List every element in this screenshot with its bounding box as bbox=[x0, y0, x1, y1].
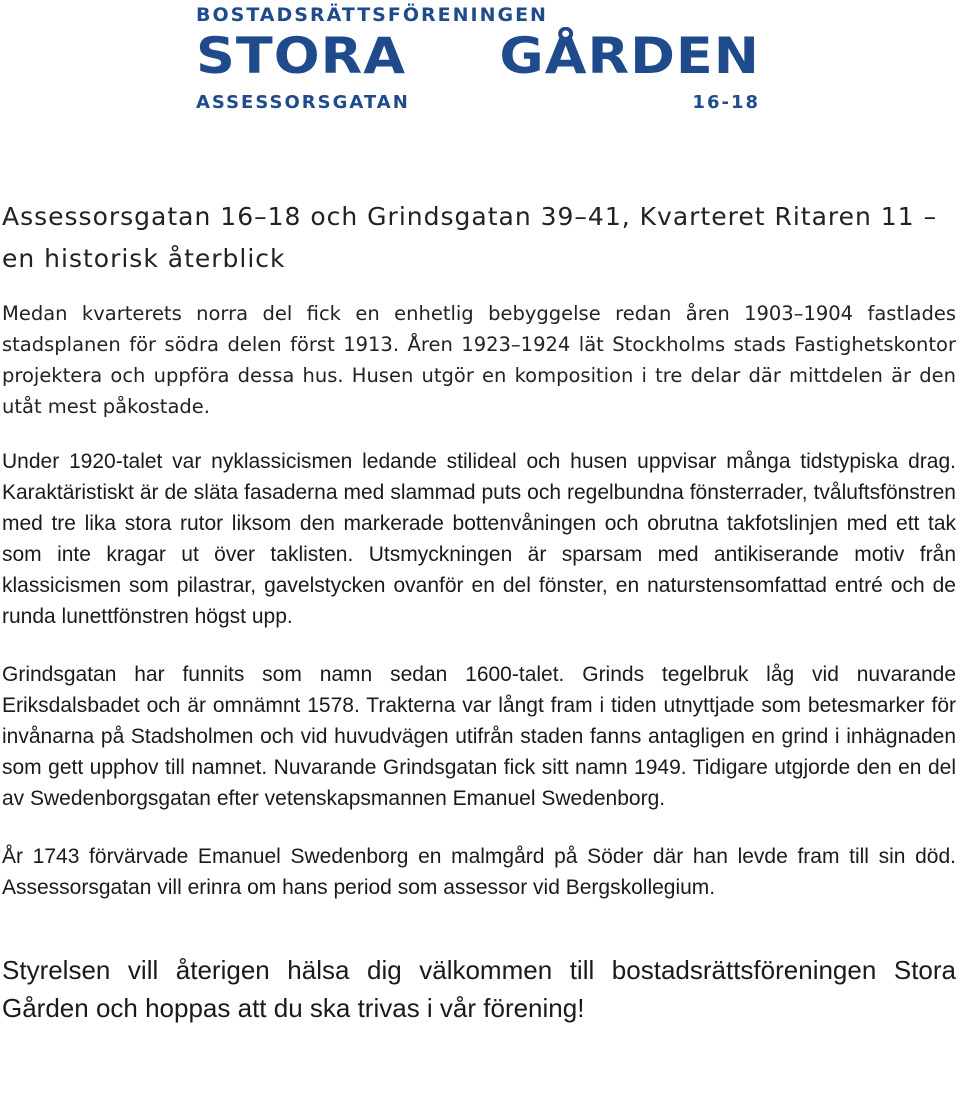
paragraph-neoclassicism: Under 1920-talet var nyklassicismen ledande stilideal och husen uppvisar många tidstypiska drag. Karaktäristiskt är de släta fasaderna med slammad puts och regelbundna fönsterrader, tvåluftsfönstren med tre lika stora rutor liksom den markerade bottenvåningen och obrutna takfotslinjen med ett tak som inte kragar ut över taklisten. Utsmyckningen är sparsam med antikiserande motiv från klassicismen som pilastrar, gavelstycken ovanför en del fönster, en naturstensomfattad entré och de runda lunettfönstren högst upp. bbox=[2, 450, 956, 628]
closing-welcome: Styrelsen vill återigen hälsa dig välkommen till bostadsrättsföreningen Stora Gården och hoppas att du ska trivas i vår förening! bbox=[2, 955, 956, 1023]
document-title: Assessorsgatan 16–18 och Grindsgatan 39–41, Kvarteret Ritaren 11 – en historisk återblick bbox=[2, 202, 938, 273]
paragraph-swedenborg: År 1743 förvärvade Emanuel Swedenborg en malmgård på Söder där han levde fram till sin död. Assessorsgatan vill erinra om hans period som assessor vid Bergskollegium. bbox=[2, 845, 956, 899]
association-logo bbox=[196, 4, 760, 112]
paragraph-block-history: Medan kvarterets norra del fick en enhetlig bebyggelse redan åren 1903–1904 fastlades stadsplanen för södra delen först 1913. Åren 1923–1924 lät Stockholms stads Fastighetskontor projektera och uppföra dessa hus. Husen utgör en komposition i tre delar där mittdelen är den utåt mest påkostade. bbox=[2, 302, 956, 418]
logo-association-name: STORA GÅRDEN bbox=[196, 27, 760, 86]
document-body bbox=[2, 196, 956, 1027]
logo-association-type: BOSTADSRÄTTSFÖRENINGEN bbox=[196, 4, 548, 26]
logo-address: ASSESSORSGATAN 16-18 bbox=[196, 92, 760, 113]
paragraph-grindsgatan: Grindsgatan har funnits som namn sedan 1600-talet. Grinds tegelbruk låg vid nuvarande Eriksdalsbadet och är omnämnt 1578. Trakterna var långt fram i tiden utnyttjade som betesmarker för invånarna på Stadsholmen och vid huvudvägen utifrån staden fanns antagligen en grind i inhägnaden som gett upphov till namnet. Nuvarande Grindsgatan fick sitt namn 1949. Tidigare utgjorde den en del av Swedenborgsgatan efter vetenskapsmannen Emanuel Swedenborg. bbox=[2, 663, 956, 810]
